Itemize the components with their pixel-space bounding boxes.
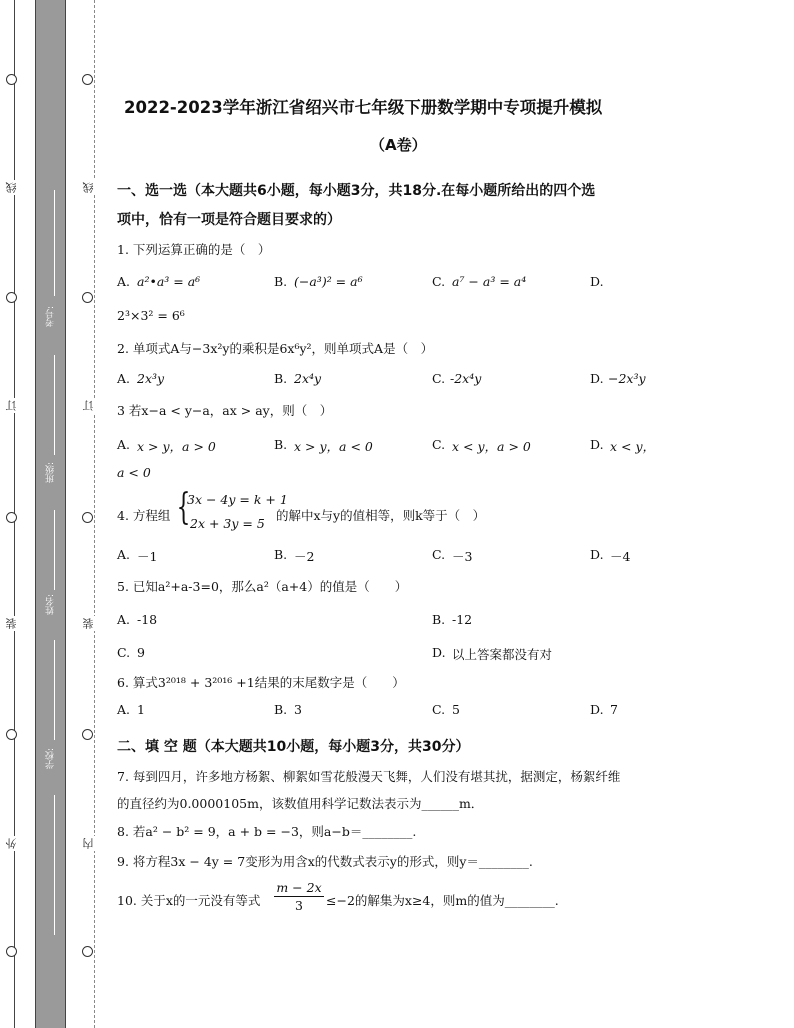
q2-option-a-label: A. [117,371,131,386]
q1-option-a-label: A. [117,274,131,289]
q5-option-b: -12 [452,612,473,627]
binding-hole [6,729,17,740]
q2-option-c: -2x⁴y [450,371,482,386]
question-3-stem: 3 若x−a < y−a，ax > ay，则（ ） [117,403,333,418]
q1-option-d-label: D. [590,274,604,289]
q4-equation-2: 2x + 3y = 5 [190,516,265,531]
q4-option-c: －3 [452,549,473,564]
margin-char-zhuang: 装 [6,618,18,629]
field-underline [54,510,55,590]
cut-line [94,0,95,1028]
binding-band [35,0,65,1028]
question-2-stem: 2. 单项式A与−3x²y的乘积是6x⁶y²，则单项式A是（ ） [117,341,434,356]
q5-option-c-label: C. [117,645,131,660]
q5-option-d: 以上答案都没有对 [452,647,553,662]
q1-option-b-label: B. [274,274,288,289]
band-edge-right [65,0,66,1028]
q6-option-d: 7 [610,702,618,717]
q4-option-b-label: B. [274,547,288,562]
system-brace: { [176,487,191,528]
q3-option-d: x < y， [610,439,656,454]
question-6-stem: 6. 算式3²⁰¹⁸ + 3²⁰¹⁶ +1结果的末尾数字是（ ） [117,675,405,690]
section-2-heading: 二、填 空 题（本大题共10小题，每小题3分，共30分） [117,739,470,755]
margin-char-wai: 外 [6,838,18,849]
q5-option-c: 9 [137,645,145,660]
section-1-heading-cont: 项中，恰有一项是符合题目要求的） [117,212,341,228]
q6-option-c-label: C. [432,702,446,717]
binding-hole [82,729,93,740]
q3-option-b: x > y，a < 0 [294,439,373,454]
binding-hole [82,512,93,523]
field-label-school: 学校: [46,748,56,770]
q10-fraction [274,880,324,913]
field-label-class: 班级: [46,462,56,484]
q4-option-a: －1 [137,549,158,564]
fraction-bar [274,896,324,897]
question-4-stem-cont: 的解中x与y的值相等，则k等于（ ） [276,508,486,523]
binding-hole [6,946,17,957]
q6-option-a-label: A. [117,702,131,717]
q5-option-b-label: B. [432,612,446,627]
q4-option-c-label: C. [432,547,446,562]
question-7-stem-cont: 的直径约为0.0000105m，该数值用科学记数法表示为______m． [117,796,484,811]
field-underline [54,190,55,296]
question-9-stem: 9. 将方程3x − 4y = 7变形为用含x的代数式表示y的形式，则y＝________. [117,854,533,869]
q1-option-c: a⁷ − a³ = a⁴ [452,274,527,289]
q10-numerator: m − 2x [276,880,322,895]
q4-option-d-label: D. [590,547,604,562]
q4-option-b: －2 [294,549,315,564]
q5-option-d-label: D. [432,645,446,660]
q6-option-d-label: D. [590,702,604,717]
q1-option-a: a²•a³ = a⁶ [137,274,201,289]
binding-hole [82,292,93,303]
question-7-stem: 7. 每到四月，许多地方杨絮、柳絮如雪花般漫天飞舞，人们没有堪其扰，据测定，杨絮纤维 [117,769,621,784]
q6-option-b-label: B. [274,702,288,717]
field-underline [54,355,55,455]
question-8-stem: 8. 若a² − b² = 9，a + b = −3，则a−b＝________. [117,824,417,839]
q6-option-a: 1 [137,702,145,717]
margin-char-xian-inner: 线 [83,182,95,193]
question-10-stem-cont: ≤−2的解集为x≥4，则m的值为________. [326,893,559,908]
q3-option-c-label: C. [432,437,446,452]
page-title: 2022-2023学年浙江省绍兴市七年级下册数学期中专项提升模拟 [124,98,603,117]
question-4-stem: 4. 方程组 [117,508,171,523]
q3-option-a-label: A. [117,437,131,452]
q1-option-d: 2³×3² = 6⁶ [117,308,185,323]
q6-option-c: 5 [452,702,460,717]
binding-hole [82,946,93,957]
q2-option-d: −2x³y [608,371,646,386]
field-label-exam-id: 考号: [46,306,56,328]
q1-option-c-label: C. [432,274,446,289]
field-underline [54,795,55,935]
q1-option-b: (−a³)² = a⁶ [294,274,363,289]
section-1-heading: 一、选一选（本大题共6小题，每小题3分，共18分.在每小题所给出的四个选 [117,183,596,199]
question-1-stem: 1. 下列运算正确的是（ ） [117,242,271,257]
question-10-stem: 10. 关于x的一元没有等式 [117,893,261,908]
question-5-stem: 5. 已知a²+a-3=0，那么a²（a+4）的值是（ ） [117,579,408,594]
q2-option-d-label: D. [590,371,604,386]
margin-char-xian: 线 [6,182,18,193]
q3-option-d-label: D. [590,437,604,452]
q3-option-c: x < y，a > 0 [452,439,531,454]
q4-option-d: －4 [610,549,631,564]
margin-char-ding-inner: 订 [83,400,95,411]
page-subtitle: （A卷） [370,136,427,154]
margin-char-nei: 内 [83,838,95,849]
field-label-name: 姓名: [46,594,56,616]
binding-hole [6,292,17,303]
q6-option-b: 3 [294,702,302,717]
binding-hole [6,74,17,85]
q2-option-b-label: B. [274,371,288,386]
q3-option-a: x > y，a > 0 [137,439,216,454]
q5-option-a: -18 [137,612,158,627]
q4-option-a-label: A. [117,547,131,562]
q2-option-b: 2x⁴y [294,371,322,386]
q3-option-d-cont: a < 0 [117,465,151,480]
q3-option-b-label: B. [274,437,288,452]
q10-denominator: 3 [295,898,303,913]
q2-option-c-label: C. [432,371,446,386]
margin-char-ding: 订 [6,400,18,411]
binding-hole [82,74,93,85]
band-edge-left [35,0,36,1028]
binding-hole [6,512,17,523]
q2-option-a: 2x³y [137,371,165,386]
field-underline [54,640,55,740]
margin-char-zhuang-inner: 装 [83,618,95,629]
q5-option-a-label: A. [117,612,131,627]
q4-equation-1: 3x − 4y = k + 1 [187,492,288,507]
